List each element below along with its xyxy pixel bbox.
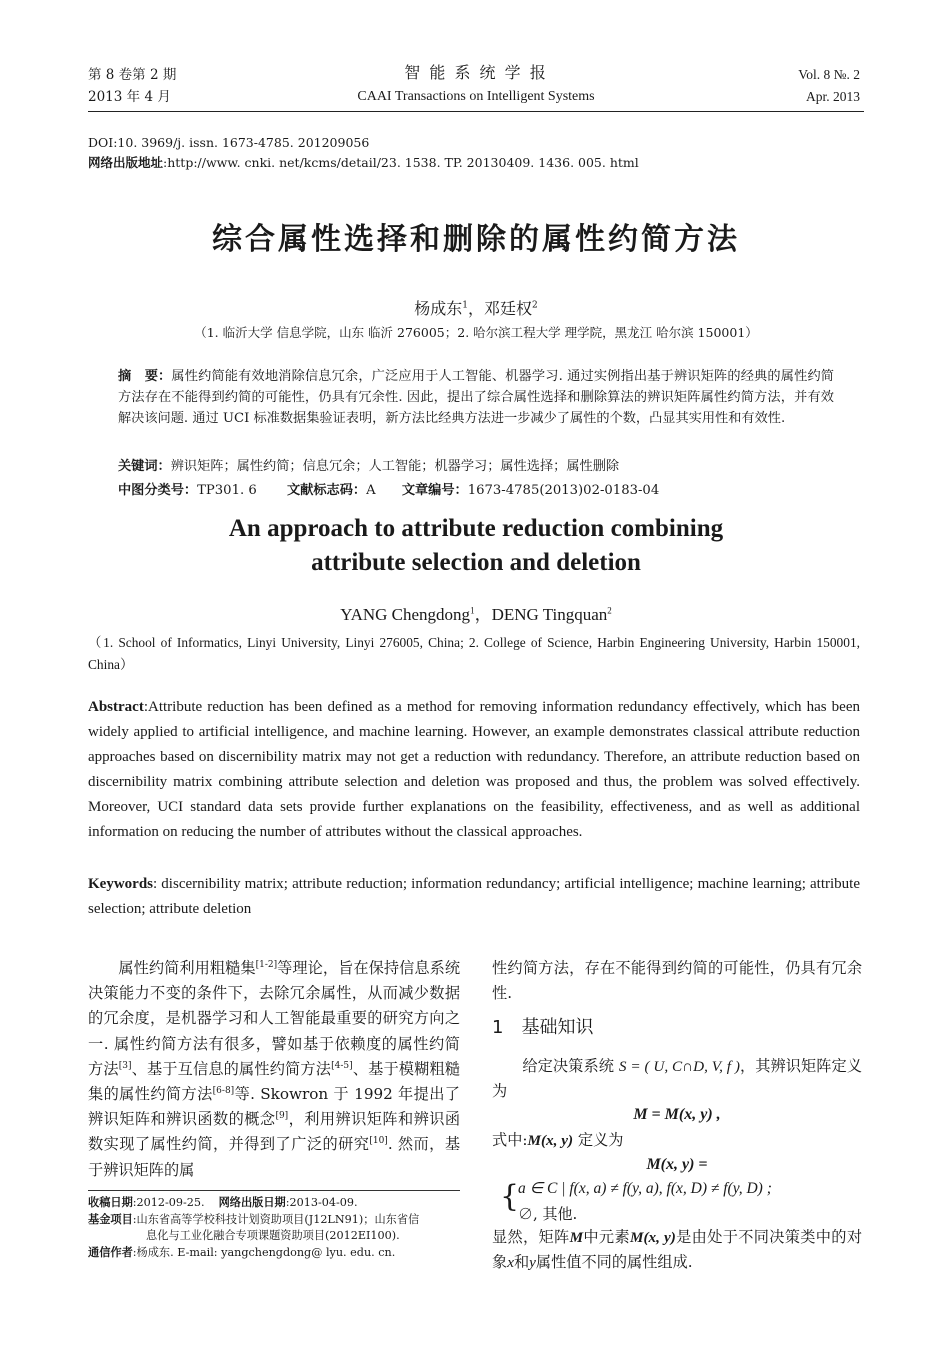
author-cn-1-sup: 1 [462,300,468,311]
intro-text-7: . 然而，基于辨识矩阵的属 [88,1135,461,1179]
def-text-2: ，其辨识矩阵定义为 [492,1057,863,1101]
online-url: :http://www. cnki. net/kcms/detail/23. 1538. TP. 20130409. 1436. 005. html [163,155,639,170]
section-heading-1 [492,1015,862,1041]
author-en-2: DENG Tingquan [491,605,608,624]
header-rule [88,111,864,112]
keywords-cn [118,456,834,477]
fund-label: 基金项目 [88,1212,133,1226]
author-en-sep: ， [474,605,492,624]
header-date: 2013 年 4 月 [88,89,171,105]
header-volume: Vol. 8 №. 2 [798,67,860,82]
left-brace: { [500,1179,520,1214]
object-x: x [507,1254,514,1272]
author-cn-sep: ， [467,299,484,318]
keywords-en-label: Keywords [88,876,153,892]
doc-code-value: A [366,483,376,498]
author-en-1: YANG Chengdong [340,605,471,624]
header-month: Apr. 2013 [806,89,860,104]
author-cn-2: 邓廷权 [484,299,533,318]
corresponding-label: 通信作者 [88,1245,133,1259]
element-symbol: M(x, y) [629,1229,676,1246]
clc-value: TP301. 6 [197,483,257,498]
abstract-en [88,695,860,845]
abstract-cn-text: 属性约简能有效地消除信息冗余，广泛应用于人工智能、机器学习. 通过实例指出基于辨识矩阵的经典的属性约简方法存在不能得到约简的可能性，仍具有冗余性. 因此，提出了综合属性选择和删除算法的辨识矩阵属性约简方法，并有效解决该问题. 通过 UCI 标准数据集验证表明，新方法比经典方法进一步减少了属性的个数，凸显其实用性和有效性. [118,369,834,426]
case-2 [518,1203,577,1225]
online-pub-label: 网络出版日期 [218,1196,286,1209]
authors-cn [0,298,952,320]
ref-6-8: [6-8] [212,1085,235,1096]
where-line [492,1128,862,1153]
abstract-en-label: Abstract [88,699,144,715]
matrix-symbol: M [569,1229,584,1246]
online-pub-date: :2013-04-09. [285,1196,358,1209]
title-en [0,512,952,580]
where-text: 式中: [492,1131,528,1149]
header-issue: 第 8 卷第 2 期 [88,67,177,83]
ref-1-2: [1-2] [255,959,278,970]
case-1: a ∈ C | f(x, a) ≠ f(y, a), f(x, D) ≠ f(y, D) ; [518,1180,772,1197]
closing-paragraph [492,1225,862,1275]
header-journal-cn: 智 能 系 统 学 报 [404,63,548,82]
fund-text-1: :山东省高等学校科技计划资助项目(J12LN91)；山东省信 [132,1212,420,1226]
footnote-fund [88,1212,468,1245]
def-text-1: 给定决策系统 [522,1057,614,1075]
clc-label: 中图分类号： [118,483,198,498]
section-title: 基础知识 [521,1017,594,1038]
ref-9: [9] [275,1111,289,1122]
keywords-en-text: : discernibility matrix; attribute reduction; information redundancy; artificial intelligence; machine learning; attribute selection; attribute deletion [88,876,860,917]
intro-text-1: 属性约简利用粗糙集 [118,959,256,977]
author-en-1-sup: 1 [470,605,475,616]
corresponding-text: :杨成东. E-mail: yangchengdong@ lyu. edu. cn. [132,1245,396,1259]
section-number: 1 [492,1017,504,1038]
intro-text-4: 、基于模糊粗糙集的属性约简方法 [88,1059,461,1104]
affiliation-cn: （1. 临沂大学 信息学院，山东 临沂 276005；2. 哈尔滨工程大学 理学院，黑龙江 哈尔滨 150001） [194,325,758,340]
author-en-2-sup: 2 [607,605,612,616]
footnotes [88,1195,468,1261]
header-journal-en: CAAI Transactions on Intelligent Systems [357,89,595,104]
doi: DOI:10. 3969/j. issn. 1673-4785. 201209056 [88,135,370,150]
title-en-line-1: An approach to attribute reduction combining [228,515,724,542]
abstract-en-text: :Attribute reduction has been defined as a method for removing information redundancy effectively, which has been widely applied to artificial intelligence, and machine learning. However, an example demonstrates classical attribute reduction approaches based on discernibility matrix may not get a reduction with redundancy. Therefore, an attribute reduction based on discernibility matrix combining attribute selection and deletion was proposed and thus, the problem was solved effectively. Moreover, UCI standard data sets provide further explanations on the feasibility, effectiveness, and as well as additional information on reducing the number of attributes without the classical approaches. [88,699,860,840]
empty-set-symbol: ∅ [518,1205,534,1223]
article-no-label: 文章编号： [401,483,468,498]
title-en-line-2: attribute selection and deletion [311,549,641,576]
equation-mxy: M(x, y) = [646,1156,708,1173]
authors-en [0,603,952,627]
footnote-dates [88,1195,468,1212]
case-2-text: , 其他. [533,1205,578,1223]
footnote-rule [88,1190,460,1191]
closing-text-3: 是由处于不同决策类中的对象 [492,1228,863,1272]
definition-paragraph [492,1054,862,1104]
affiliation-en: （1. School of Informatics, Linyi University, Linyi 276005, China; 2. College of Science, Harbin Engineering University, Harbin 150001, China） [88,635,860,672]
intro-paragraph [88,956,460,1183]
intro-text-3: 、基于互信息的属性约简方法 [131,1059,332,1078]
author-cn-2-sup: 2 [532,300,538,311]
right-continuation: 性约简方法，存在不能得到约简的可能性，仍具有冗余性. [492,959,862,1003]
decision-system-symbol: S = ( U, C∩D, V, f ) [618,1058,740,1075]
object-y: y [529,1254,536,1272]
online-label: 网络出版地址 [88,155,164,170]
online-address [88,154,639,172]
title-cn: 综合属性选择和删除的属性约简方法 [212,222,740,257]
where-symbol: M(x, y) [527,1132,574,1149]
closing-and: 和 [513,1253,530,1272]
piecewise-definition [492,1176,862,1230]
fund-text-2: 息化与工业化融合专项课题资助项目(2012EI100). [146,1229,400,1242]
keywords-en [88,872,860,922]
ref-4-5: [4-5] [331,1060,353,1071]
author-cn-1: 杨成东 [414,299,463,318]
classification [118,480,834,501]
intro-text-6: ，利用辨识矩阵和辨识函数实现了属性约简，并得到了广泛的研究 [88,1110,461,1154]
closing-text-4: 属性值不同的属性组成. [535,1253,693,1272]
intro-text-2: 等理论，旨在保持信息系统决策能力不变的条件下，去除冗余属性，从而减少数据的冗余度，是机器学习和人工智能最重要的研究方向之一. 属性约简方法有很多，譬如基于依赖度的属性约简方法 [88,959,461,1078]
ref-10: [10] [369,1136,388,1147]
equation-m: M = M(x, y) , [633,1106,721,1123]
closing-text-2: 中元素 [583,1228,630,1246]
doc-code-label: 文献标志码： [286,483,367,498]
where-post: 定义为 [577,1131,624,1149]
abstract-cn [118,366,834,429]
keywords-cn-text: 辨识矩阵；属性约简；信息冗余；人工智能；机器学习；属性选择；属性删除 [170,459,620,474]
abstract-cn-label: 摘 要： [118,369,172,384]
ref-3: [3] [118,1060,132,1071]
footnote-corresponding [88,1245,468,1262]
article-no-value: 1673-4785(2013)02-0183-04 [467,483,660,498]
received-date: :2012-09-25. [132,1196,205,1209]
received-label: 收稿日期 [88,1196,133,1209]
keywords-cn-label: 关键词： [118,459,171,474]
closing-text-1: 显然，矩阵 [492,1228,570,1246]
intro-text-5: 等. Skowron 于 1992 年提出了辨识矩阵和辨识函数的概念 [88,1085,460,1129]
